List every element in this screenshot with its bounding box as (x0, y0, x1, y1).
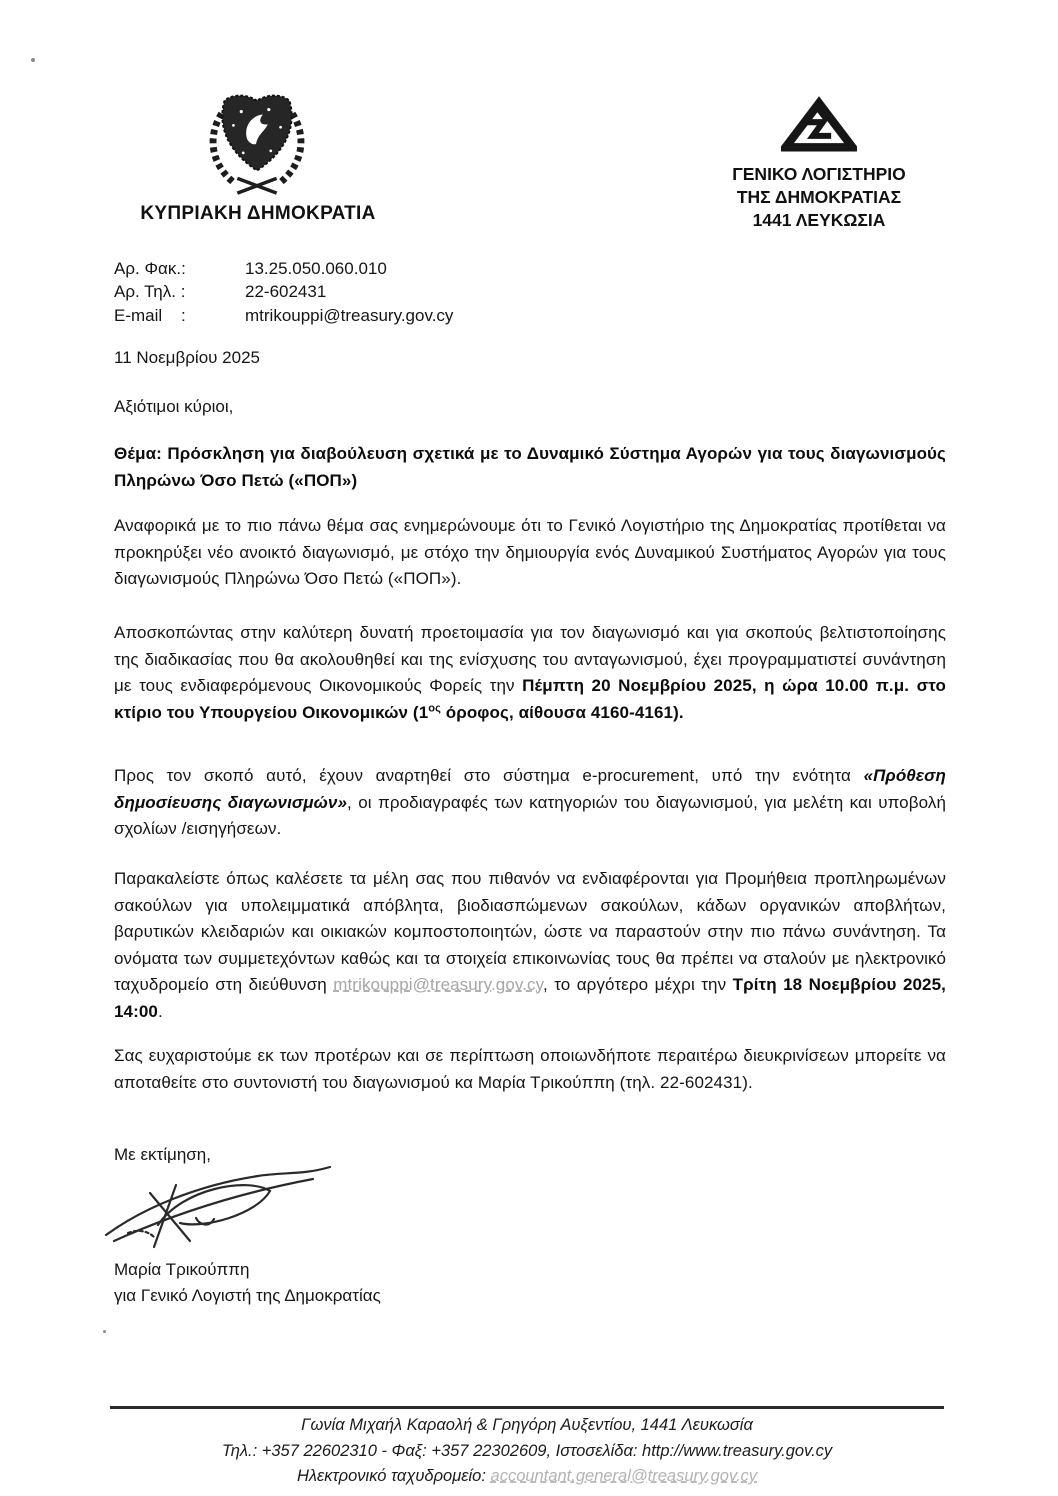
meeting-datetime-bold: Πέμπτη 20 Νοεμβρίου 2025, η ώρα 10.00 π.μ. στο κτίριο του Υπουργείου Οικονομικών (1 (114, 676, 946, 722)
treasury-name-line1: ΓΕΝΙΚΟ ΛΟΓΙΣΤΗΡΙΟ (732, 164, 906, 184)
handwritten-signature-icon (98, 1163, 343, 1251)
paragraph-thanks: Σας ευχαριστούμε εκ των προτέρων και σε περίπτωση οποιωνδήποτε περαιτέρω διευκρινίσεων μπορείτε να αποταθείτε στο συντονιστή του διαγωνισμού κα Μαρία Τρικούππη (τηλ. 22-602431). (114, 1046, 946, 1092)
footer-email-line (110, 1464, 944, 1490)
footer-email-link[interactable]: accountant.general@treasury.gov.cy (490, 1467, 758, 1485)
file-number-value: 13.25.050.060.010 (245, 259, 387, 278)
invitation-text: Παρακαλείστε όπως καλέσετε τα μέλη σας που πιθανόν να ενδιαφέρονται για Προμήθεια προπληρωμένων σακούλων για υπολειμματικά απόβλητα, βιοδιασπώμενων σακούλων, κάδων οργανικών αποβλήτων, βαρυτικών κλειδαριών και οικιακών κομποστοποιητών, ώστε να παραστούν στην πιο πάνω συνάντηση. Τα ονόματα των συμμετεχόντων καθώς και τα στοιχεία επικοινωνίας τους θα πρέπει να σταλούν με ηλεκτρονικό ταχυδρομείο στη διεύθυνση (114, 869, 946, 994)
signer-title: για Γενικό Λογιστή της Δημοκρατίας (114, 1286, 381, 1305)
signer-block (114, 1257, 381, 1309)
cyprus-coat-of-arms-icon (198, 88, 316, 200)
phone-value: 22-602431 (245, 282, 327, 302)
footer-divider (110, 1406, 944, 1409)
paragraph-eprocurement (114, 763, 946, 843)
republic-title: ΚΥΠΡΙΑΚΗ ΔΗΜΟΚΡΑΤΙΑ (140, 203, 376, 224)
eprocurement-post: , οι προδιαγραφές των κατηγοριών του διαγωνισμού, για μελέτη και υποβολή σχολίων /εισηγήσεων. (114, 792, 946, 838)
file-number-label: Αρ. Φακ.: (114, 259, 186, 278)
paragraph-meeting-text: Αποσκοπώντας στην καλύτερη δυνατή προετοιμασία για τον διαγωνισμό και για σκοπούς βελτιστοποίησης της διαδικασίας που θα ακολουθηθεί και της ενίσχυσης του ανταγωνισμού, έχει προγραμματιστεί συνάντηση με τους ενδιαφερόμενους Οικονομικούς Φορείς την (114, 623, 946, 695)
footer-address: Γωνία Μιχαήλ Καραολή & Γρηγόρη Αυξεντίου, 1441 Λευκωσία (301, 1416, 753, 1434)
footer-contacts: Τηλ.: +357 22602310 - Φαξ: +357 22302609, Ιστοσελίδα: http://www.treasury.gov.cy (221, 1441, 833, 1460)
contact-email-link[interactable]: mtrikouppi@treasury.gov.cy (333, 975, 543, 994)
scan-speck (103, 1330, 106, 1333)
scan-speck (31, 58, 35, 62)
treasury-postal-code: 1441 ΛΕΥΚΩΣΙΑ (752, 210, 886, 230)
email-value: mtrikouppi@treasury.gov.cy (245, 305, 454, 325)
paragraph-invitation (114, 866, 946, 1025)
email-row (114, 304, 453, 327)
invitation-mid: , το αργότερο μέχρι την (542, 975, 733, 994)
treasury-triangle-logo-icon (781, 94, 857, 158)
file-number-row (114, 257, 453, 280)
signer-name: Μαρία Τρικούππη (114, 1260, 250, 1279)
treasury-name-line2: ΤΗΣ ΔΗΜΟΚΡΑΤΙΑΣ (736, 187, 902, 207)
closing-phrase: Με εκτίμηση, (114, 1145, 211, 1164)
publication-intent-emphasis: «Πρόθεση δημοσίευσης διαγωνισμών» (114, 766, 946, 812)
paragraph-meeting (114, 620, 946, 726)
phone-label: Αρ. Τηλ. : (114, 282, 186, 302)
salutation: Αξιότιμοι κύριοι, (114, 397, 234, 416)
footer-block (110, 1413, 944, 1490)
eprocurement-pre: Προς τον σκοπό αυτό, έχουν αναρτηθεί στο σύστημα e-procurement, υπό την ενότητα (114, 766, 864, 785)
meeting-room-bold: όροφος, αίθουσα 4160-4161). (440, 702, 684, 722)
floor-ordinal-superscript: ος (428, 701, 441, 714)
paragraph-intro: Αναφορικά με το πιο πάνω θέμα σας ενημερώνουμε ότι το Γενικό Λογιστήριο της Δημοκρατίας προτίθεται να προκηρύξει νέο ανοικτό διαγωνισμό, με στόχο την δημιουργία ενός Δυναμικού Συστήματος Αγορών για τους διαγωνισμούς Πληρώνω Όσο Πετώ («ΠΟΠ»). (114, 516, 946, 588)
phone-row (114, 280, 453, 303)
treasury-header-block (688, 94, 950, 232)
reference-block (114, 257, 453, 327)
footer-email-label: Ηλεκτρονικό ταχυδρομείο: (296, 1467, 491, 1485)
deadline-bold: Τρίτη 18 Νοεμβρίου 2025, 14:00 (114, 975, 946, 1021)
invitation-end: . (157, 1001, 163, 1021)
subject-line: Θέμα: Πρόσκληση για διαβούλευση σχετικά με το Δυναμικό Σύστημα Αγορών για τους διαγωνισμούς Πληρώνω Όσο Πετώ («ΠΟΠ») (114, 444, 946, 490)
email-label: E-mail : (114, 305, 186, 325)
letter-date: 11 Νοεμβρίου 2025 (114, 348, 260, 367)
